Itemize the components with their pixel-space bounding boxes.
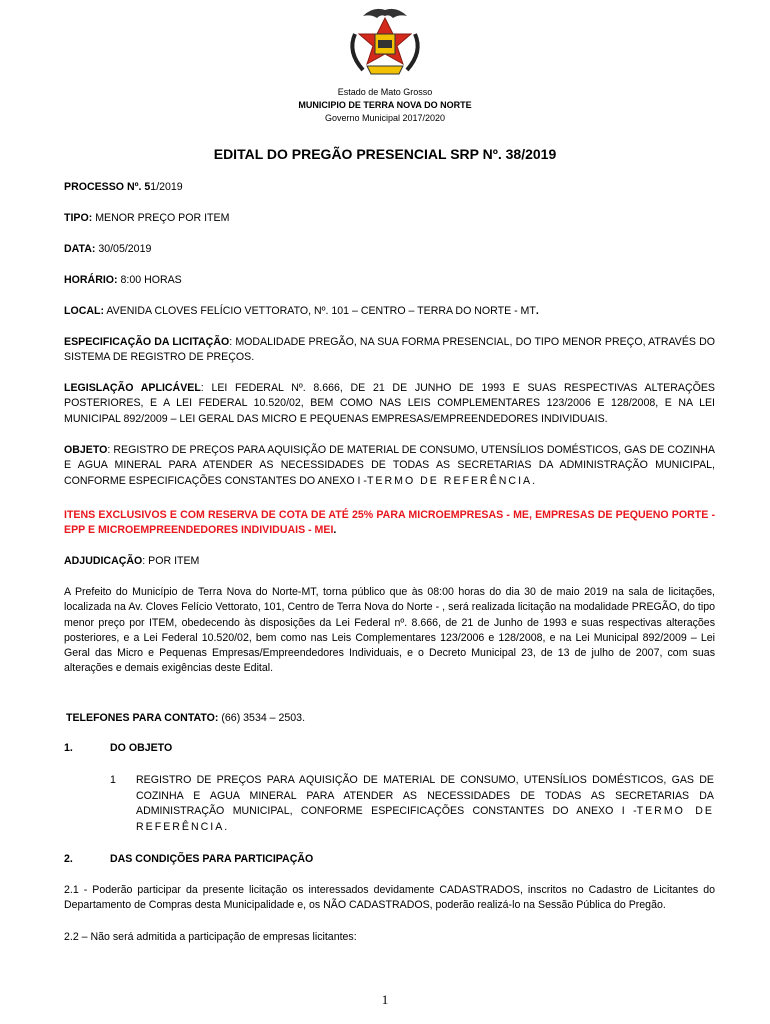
legislacao-value: : LEI FEDERAL Nº. 8.666, DE 21 DE JUNHO DE 1993 E SUAS RESPECTIVAS ALTERAÇÕES POSTERIORES, E A LEI FEDERAL 10.520/02, BEM COMO NAS LEIS COMPLEMENTARES 123/2006 E 128/2008, E NA LEI MUNICIPAL 892/2009 – LEI GERAL DAS MICRO E PEQUENAS EMPRESAS/EMPREENDEDORES INDIVIDUAIS.	[64, 382, 715, 425]
field-legislacao	[64, 381, 715, 427]
field-telefones	[66, 711, 717, 726]
local-value: AVENIDA CLOVES FELÍCIO VETTORATO, Nº. 101 – CENTRO – TERRA DO NORTE - MT	[104, 305, 536, 317]
intro-paragraph: A Prefeito do Município de Terra Nova do Norte-MT, torna público que às 08:00 horas do dia 30 de maio 2019 na sala de licitações, localizada na Av. Cloves Felício Vettorato, 101, Centro de Terra Nova do Norte - , será realizada licitação na modalidade PREGÃO, do tipo menor preço por ITEM, obedecendo às disposições da Lei Federal nº. 8.666, de 21 de Junho de 1993 e suas respectivas alterações posteriores, e a Lei Federal 10.520/02, bem como nas Leis Complementares 123/2006 e 128/2008, e na Lei Municipal 892/2009 – Lei Geral das Micro e Pequenas Empresas/Empreendedores Individuais, e o Decreto Municipal 23, de 13 de julho de 2007, com suas alterações e demais exigências deste Edital.	[64, 586, 715, 675]
field-objeto	[64, 443, 715, 489]
especificacao-value: : MODALIDADE PREGÃO, NA SUA FORMA PRESENCIAL, DO TIPO MENOR PREÇO, ATRAVÉS DO SISTEMA DE REGISTRO DE PREÇOS.	[64, 336, 716, 364]
local-end: .	[535, 305, 539, 317]
section-1-item-number: 1	[110, 774, 116, 786]
header-government: Governo Municipal 2017/2020	[324, 113, 446, 123]
itens-exclusivos-text: ITENS EXCLUSIVOS E COM RESERVA DE COTA DE ATÉ 25% PARA MICROEMPRESAS - ME, EMPRESAS DE PEQUENO PORTE - EPP E MICROEMPREENDEDORES INDIVIDUAIS - MEI	[64, 509, 715, 537]
processo-value: 1/2019	[150, 181, 183, 193]
header-municipality: MUNICIPIO DE TERRA NOVA DO NORTE	[298, 100, 472, 110]
field-data	[64, 242, 715, 257]
objeto-value: : REGISTRO DE PREÇOS PARA AQUISIÇÃO DE MATERIAL DE CONSUMO, UTENSÍLIOS DOMÉSTICOS, GAS DE COZINHA E AGUA MINERAL PARA ATENDER AS NECESSIDADES DE TODAS AS SECRETARIAS DA ADMINISTRAÇÃO MUNICIPAL, CONFORME ESPECIFICAÇÕES CONSTANTES DO ANEXO I -	[64, 444, 715, 487]
field-local	[64, 304, 715, 319]
telefones-value: (66) 3534 – 2503.	[218, 712, 306, 724]
section-1-item-body: REGISTRO DE PREÇOS PARA AQUISIÇÃO DE MATERIAL DE CONSUMO, UTENSÍLIOS DOMÉSTICOS, GAS DE COZINHA E AGUA MINERAL PARA ATENDER AS NECESSIDADES DE TODAS AS SECRETARIAS DA ADMINISTRAÇÃO MUNICIPAL, CONFORME ESPECIFICAÇÕES CONSTANTES DO ANEXO I -	[136, 774, 714, 817]
field-processo	[64, 180, 715, 195]
field-horario	[64, 273, 715, 288]
adjudicacao-label: ADJUDICAÇÃO	[64, 555, 143, 567]
section-1-item-text	[136, 773, 714, 835]
section-1-title: DO OBJETO	[110, 742, 173, 754]
tipo-label: TIPO:	[64, 212, 93, 224]
horario-label: HORÁRIO:	[64, 274, 118, 286]
local-label: LOCAL:	[64, 305, 105, 317]
especificacao-label: ESPECIFICAÇÃO DA LICITAÇÃO	[64, 336, 230, 348]
itens-end: .	[333, 524, 337, 537]
adjudicacao-value: : POR ITEM	[142, 555, 200, 567]
processo-label: PROCESSO Nº. 5	[64, 181, 151, 193]
horario-value: 8:00 HORAS	[117, 274, 182, 286]
section-2-number: 2.	[64, 853, 73, 865]
page-number: 1	[381, 992, 389, 1007]
field-especificacao	[64, 335, 715, 366]
data-label: DATA:	[64, 243, 96, 255]
objeto-spaced: TERMO DE REFERÊNCIA.	[366, 474, 538, 487]
data-value: 30/05/2019	[95, 243, 152, 255]
document-title: EDITAL DO PREGÃO PRESENCIAL SRP Nº. 38/2019	[213, 146, 557, 162]
section-2-title: DAS CONDIÇÕES PARA PARTICIPAÇÃO	[110, 853, 314, 865]
objeto-label: OBJETO	[64, 444, 108, 456]
section-1-item-spaced: TERMO DE REFERÊNCIA.	[136, 805, 714, 833]
section-2-paragraph-2: 2.2 – Não será admitida a participação de empresas licitantes:	[64, 931, 357, 943]
section-1-number: 1.	[64, 742, 73, 754]
tipo-value: MENOR PREÇO POR ITEM	[92, 212, 230, 224]
field-itens-exclusivos	[64, 508, 715, 539]
section-2-paragraph-1: 2.1 - Poderão participar da presente licitação os interessados devidamente CADASTRADOS, inscritos no Cadastro de Licitantes do Departamento de Compras desta Municipalidade e, os NÃO CADASTRADOS, poderão realizá-lo na Sessão Pública do Pregão.	[64, 884, 715, 912]
header-state: Estado de Mato Grosso	[337, 87, 433, 97]
field-tipo	[64, 211, 715, 226]
field-adjudicacao	[64, 554, 715, 569]
municipal-crest-icon	[333, 4, 437, 82]
legislacao-label: LEGISLAÇÃO APLICÁVEL	[64, 382, 201, 394]
telefones-label: TELEFONES PARA CONTATO:	[66, 712, 219, 724]
